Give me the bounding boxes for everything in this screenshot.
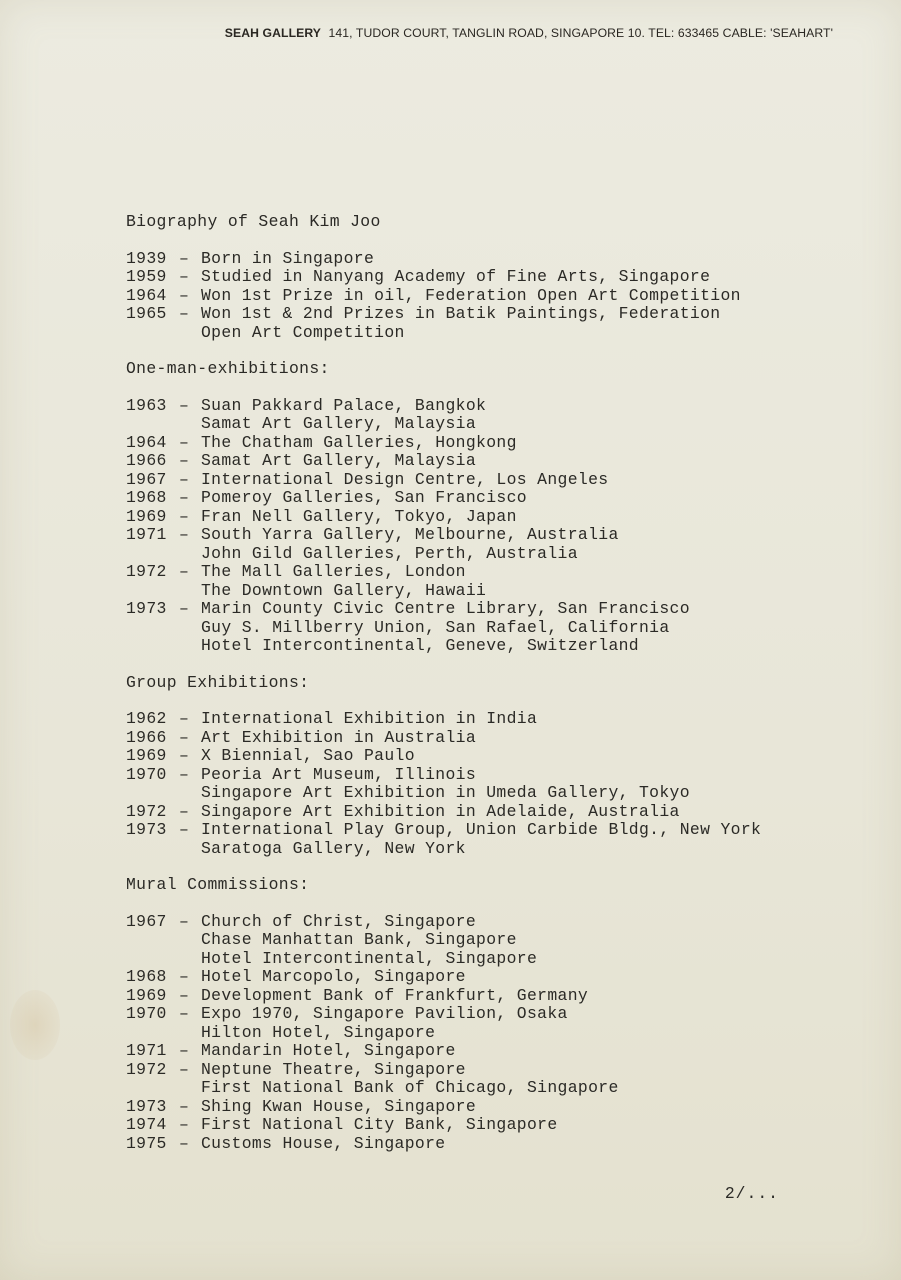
entry-row [126,452,826,471]
entry-row [126,324,826,343]
entry-separator: – [179,820,190,839]
entry-text: Hotel Intercontinental, Singapore [201,948,538,968]
entry-separator: – [179,451,190,470]
entry-year: 1971 [126,1041,167,1060]
entry-row [126,1024,826,1043]
entry-row [126,305,826,324]
entry-text: Hilton Hotel, Singapore [201,1022,436,1042]
entry-separator: – [179,267,190,286]
entry-year [126,1079,179,1098]
entry-separator: – [179,985,190,1005]
entry-row [126,1079,826,1098]
entry-row [126,1116,826,1135]
entry-separator [179,784,201,803]
section [126,876,826,1153]
paper-stain [10,990,60,1060]
entry-year: 1975 [126,1133,167,1153]
entry-text: Mandarin Hotel, Singapore [201,1041,456,1060]
entry-separator: – [179,746,190,765]
entry-row [126,821,826,840]
page-title: Biography of Seah Kim Joo [126,212,381,231]
entry-year [126,582,179,601]
entry-row [126,987,826,1006]
entry-row [126,619,826,638]
entry-separator: – [179,304,190,323]
entry-text: Singapore Art Exhibition in Adelaide, Australia [201,801,680,821]
entry-text: Chase Manhattan Bank, Singapore [201,930,517,949]
letterhead-brand: SEAH GALLERY [224,26,322,40]
entry-separator: – [179,562,190,581]
entry-row [126,1042,826,1061]
entry-text: The Downtown Gallery, Hawaii [201,580,487,600]
entry-text: Guy S. Millberry Union, San Rafael, California [201,617,670,637]
entry-separator [179,1024,201,1043]
entry-text: Marin County Civic Centre Library, San Francisco [201,599,690,618]
entry-row [126,710,826,729]
entry-row [126,508,826,527]
entry-year: 1967 [126,469,167,489]
entry-text: International Exhibition in India [201,709,538,728]
entry-separator [179,950,201,969]
entry-row [126,489,826,508]
entry-text: South Yarra Gallery, Melbourne, Australia [201,525,619,544]
entry-text: Singapore Art Exhibition in Umeda Gallery, Tokyo [201,783,690,802]
entry-row [126,415,826,434]
entry-year [126,619,179,638]
entry-year [126,840,179,859]
entry-row [126,1005,826,1024]
entry-separator: – [179,395,190,415]
biography-body [126,213,826,1153]
entry-text: Art Exhibition in Australia [201,727,477,747]
entry-separator [179,619,201,638]
entry-separator: – [179,1041,190,1060]
entry-text: First National Bank of Chicago, Singapore [201,1078,619,1097]
entry-separator: – [179,1004,190,1023]
entry-separator: – [179,1133,190,1153]
entry-year [126,931,179,950]
entry-year [126,950,179,969]
entry-year: 1969 [126,506,167,526]
entry-separator: – [179,285,190,305]
entry-year: 1973 [126,599,167,618]
entry-year: 1972 [126,801,167,821]
entry-row [126,563,826,582]
entry-text: Suan Pakkard Palace, Bangkok [201,395,487,415]
entry-text: The Chatham Galleries, Hongkong [201,432,517,452]
entry-separator [179,637,201,656]
entry-row [126,747,826,766]
entry-year: 1966 [126,727,167,747]
entry-text: Customs House, Singapore [201,1133,446,1153]
entry-separator: – [179,764,190,784]
entry-row [126,968,826,987]
entry-text: Hotel Marcopolo, Singapore [201,967,466,986]
entry-separator: – [179,1115,190,1134]
entry-year [126,415,179,434]
entry-text: Development Bank of Frankfurt, Germany [201,985,589,1005]
entry-row [126,931,826,950]
entry-text: Church of Christ, Singapore [201,911,477,931]
entry-text: Open Art Competition [201,322,405,342]
letterhead-address: 141, TUDOR COURT, TANGLIN ROAD, SINGAPORE 10. TEL: 633465 CABLE: 'SEAHART' [328,26,833,40]
entry-year [126,637,179,656]
entry-text: Fran Nell Gallery, Tokyo, Japan [201,506,517,526]
entry-row [126,950,826,969]
entry-year [126,784,179,803]
entry-text: Peoria Art Museum, Illinois [201,764,477,784]
entry-separator: – [179,967,190,986]
entry-text: Samat Art Gallery, Malaysia [201,451,477,470]
entry-text: Pomeroy Galleries, San Francisco [201,488,527,507]
entry-separator: – [179,801,190,821]
entry-row [126,434,826,453]
page-number: 2/... [724,1184,779,1203]
entry-year [126,545,179,564]
section [126,674,826,859]
entry-year: 1939 [126,248,167,268]
entry-text: Studied in Nanyang Academy of Fine Arts, Singapore [201,267,711,286]
entry-separator: – [179,432,190,452]
entry-year: 1965 [126,304,167,323]
entry-separator: – [179,1059,190,1079]
entry-text: First National City Bank, Singapore [201,1115,558,1134]
entry-row [126,1135,826,1154]
entry-row [126,397,826,416]
entry-text: Hotel Intercontinental, Geneve, Switzerland [201,636,639,655]
entry-year: 1969 [126,985,167,1005]
entry-year: 1971 [126,525,167,544]
entry-text: International Design Centre, Los Angeles [201,469,609,489]
entry-year [126,324,179,343]
entry-year: 1968 [126,488,167,507]
entry-row [126,582,826,601]
entry-row [126,840,826,859]
entry-row [126,287,826,306]
entry-year: 1962 [126,709,167,728]
entry-separator [179,931,201,950]
entry-text: International Play Group, Union Carbide Bldg., New York [201,820,762,839]
entry-separator: – [179,599,190,618]
entry-text: Neptune Theatre, Singapore [201,1059,466,1079]
section [126,360,826,656]
entry-text: Won 1st Prize in oil, Federation Open Art Competition [201,285,741,305]
entry-year: 1972 [126,562,167,581]
entry-row [126,268,826,287]
entry-separator: – [179,709,190,728]
entry-separator [179,545,201,564]
entry-year: 1968 [126,967,167,986]
entry-separator [179,840,201,859]
entry-year: 1963 [126,395,167,415]
entry-separator [179,415,201,434]
biography-sections [126,250,826,1154]
entry-row [126,526,826,545]
entry-year: 1967 [126,911,167,931]
entry-text: Born in Singapore [201,248,375,268]
entry-row [126,913,826,932]
entry-year: 1973 [126,1096,167,1116]
entry-year [126,1024,179,1043]
entry-text: Saratoga Gallery, New York [201,838,466,858]
entry-row [126,471,826,490]
entry-text: Shing Kwan House, Singapore [201,1096,477,1116]
entry-year: 1974 [126,1115,167,1134]
section-heading: One-man-exhibitions: [126,359,330,378]
entry-separator: – [179,488,190,507]
entry-separator: – [179,911,190,931]
entry-separator [179,324,201,343]
entry-row [126,600,826,619]
entry-row [126,250,826,269]
section-heading: Mural Commissions: [126,875,310,894]
entry-year: 1959 [126,267,167,286]
entry-row [126,637,826,656]
entry-year: 1972 [126,1059,167,1079]
entry-year: 1969 [126,746,167,765]
entry-year: 1964 [126,432,167,452]
entry-separator [179,1079,201,1098]
entry-row [126,729,826,748]
entry-separator: – [179,1096,190,1116]
entry-row [126,766,826,785]
entry-separator: – [179,506,190,526]
entry-separator: – [179,248,190,268]
entry-row [126,545,826,564]
entry-separator: – [179,469,190,489]
entry-text: The Mall Galleries, London [201,562,466,581]
letterhead [225,26,833,40]
entry-year: 1973 [126,820,167,839]
entry-text: X Biennial, Sao Paulo [201,746,415,765]
entry-separator [179,582,201,601]
entry-text: Won 1st & 2nd Prizes in Batik Paintings, Federation [201,304,721,323]
entry-text: John Gild Galleries, Perth, Australia [201,543,578,563]
entry-year: 1970 [126,1004,167,1023]
entry-row [126,784,826,803]
entry-separator: – [179,727,190,747]
entry-year: 1970 [126,764,167,784]
entry-row [126,1061,826,1080]
entry-year: 1964 [126,285,167,305]
entry-separator: – [179,525,190,544]
entry-row [126,803,826,822]
entry-year: 1966 [126,451,167,470]
section-heading: Group Exhibitions: [126,672,310,692]
entry-row [126,1098,826,1117]
entry-text: Expo 1970, Singapore Pavilion, Osaka [201,1004,568,1023]
entry-text: Samat Art Gallery, Malaysia [201,414,477,433]
section [126,250,826,343]
